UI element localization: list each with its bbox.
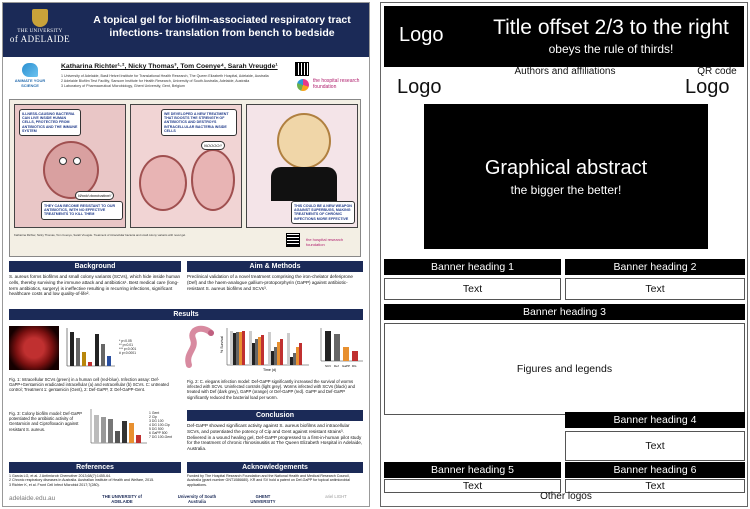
text-placeholder-1: Text <box>384 278 561 300</box>
aim-text: Preclinical validation of a novel treatment comprising the iron-chelator deferiprone (Def) and the haem-analogue gallium-protoporphyrin (GaPP) against antibiotic-resistant S. aureus biofilms and SCVs³. <box>187 274 353 291</box>
qr-code-icon <box>286 233 300 247</box>
fig3-legend-item: 1 Gent <box>149 411 160 415</box>
comic-narration: ILLNESS-CAUSING BACTERIA CAN LIVE INSIDE HUMAN CELLS, PROTECTED FROM ANTIBIOTICS AND THE IMMUNE SYSTEM <box>19 109 81 136</box>
fig1-legend <box>119 339 136 355</box>
fig3-bar <box>108 419 113 443</box>
references-list <box>9 474 181 487</box>
banner-heading-1: Banner heading 1 <box>384 259 561 275</box>
bacteria-character-icon <box>139 155 187 211</box>
template-header <box>384 6 744 67</box>
poster-header <box>3 3 369 57</box>
background-text: S. aureus forms biofilms and small colony variants (SCVs), which hide inside human cells, thereby surviving the immune attack and antibiotics¹. Best medical care (long-term antibiotics, surgery) is ineffective resulting in recurring infections, significant healthcare costs and low quality-of-life². <box>9 274 181 297</box>
results-heading: Results <box>9 309 363 320</box>
fig3-caption: Fig. 3: Colony biofilm model: Def-GaPP potentiated the antibiotic activity of Gentamicin and Ciprofloxacin against resistant S. aureus. <box>9 411 83 432</box>
fig1-caption: Fig. 1: Intracellular SCVs (green) in a human cell (red-blue). Infection assay: Def-GaPP+Gentamicin eradicated intracellular (a) and extracellular (b) SCVs. C: untreated control; Treatment 1: gentamicin (Gent), 2: Def-GaPP, 3: Def-GaPP-Gent. <box>9 377 169 393</box>
fig2-x-label: Time (d) <box>263 368 277 372</box>
university-of-adelaide-logo <box>9 9 71 51</box>
crest-icon <box>32 9 48 27</box>
logo-line-big: of ADELAIDE <box>9 34 71 44</box>
text-placeholder-4: Text <box>565 431 745 461</box>
comic-speech: World domination!! <box>75 191 114 200</box>
footer-logo-unisa: University of South Australia <box>177 494 217 504</box>
fig2-bar-label: DG <box>352 364 357 368</box>
reference-item: 3 Richter K, et al. Front Cell Infect Microbiol 2017;7(280). <box>9 482 100 487</box>
poster-title: A topical gel for biofilm-associated respiratory tract infections- translation from bench to bedside <box>93 14 351 39</box>
eye-icon <box>59 157 67 165</box>
fig1-bar <box>70 332 74 366</box>
fig3-bar <box>136 435 141 443</box>
banner-heading-3: Banner heading 3 <box>384 304 745 320</box>
fig1-bar <box>95 334 99 366</box>
fig1-bar <box>76 338 80 366</box>
fig3-legend-item: 5 DG 500 <box>149 427 164 431</box>
poster-authors: Katharina Richter¹·², Nicky Thomas³, Tom Coenye⁴, Sarah Vreugde¹ <box>61 63 278 70</box>
conclusion-text: Def-GaPP showed significant activity against S. aureus biofilms and intracellular SCVs, and potentiated the potency of Cip and Gent against resistant strains³. Delivered in a wound healing gel, Def-GaPP progressed to a first-in-human pilot study for the treatment of chronic rhinosinusitis at The Queen Elizabeth Hospital in Adelaide, Australia. <box>187 423 363 452</box>
fig1-bar <box>101 344 105 366</box>
reference-item: 1 Garcia LG, et al. J Antimicrob Chemother 2013;68(7):1455-64. <box>9 474 112 478</box>
hrf-mark-icon <box>297 79 309 91</box>
graphical-abstract-label: Graphical abstract <box>484 157 648 179</box>
fig1-legend-item: *** p<0.001 <box>119 347 137 351</box>
banner-heading-2: Banner heading 2 <box>565 259 745 275</box>
acknowledgements-heading: Acknowledgements <box>187 462 363 473</box>
fig1-bar <box>107 356 111 366</box>
conclusion-heading: Conclusion <box>187 410 363 421</box>
bacteria-character-icon <box>191 149 235 211</box>
footer-url: adelaide.edu.au <box>9 495 56 502</box>
fig3-legend-item: 4 DG 100-Cip <box>149 423 170 427</box>
banner-heading-6: Banner heading 6 <box>565 462 745 478</box>
fig3-legend-item: 6 GaPP 500 <box>149 431 168 435</box>
fig2-load-bar <box>343 347 349 361</box>
poster-authors-row <box>3 59 369 103</box>
reference-item: 2 Chronic respiratory diseases in Australia. Australian Institute of Health and Welfare, 2015. <box>9 478 155 483</box>
fig2-load-bar <box>325 331 331 361</box>
aim-heading: Aim & Methods <box>187 261 363 272</box>
fig2-bar-label: Def <box>334 364 339 368</box>
background-heading: Background <box>9 261 181 272</box>
worm-illustration-icon <box>183 325 217 369</box>
qr-code-icon <box>295 62 309 76</box>
animate-your-science-logo <box>7 63 53 88</box>
fig3-bar <box>129 423 134 443</box>
text-placeholder-6: Text <box>565 479 745 493</box>
graphical-abstract-comic <box>9 99 361 257</box>
hospital-research-foundation-logo <box>297 77 367 97</box>
fig3-bar <box>101 417 106 443</box>
figures-and-legends-placeholder: Figures and legends <box>384 323 745 415</box>
fig1-microscopy-image <box>9 326 59 370</box>
fig3-bar <box>115 431 120 443</box>
eye-icon <box>73 157 81 165</box>
example-poster <box>2 2 370 507</box>
comic-narration: WE DEVELOPED A NEW TREATMENT THAT BOOSTS THE STRENGTH OF ANTIBIOTICS AND DESTROYS INTRACELLULAR BACTERIA INSIDE CELLS <box>161 109 237 136</box>
text-placeholder-2: Text <box>565 278 745 300</box>
poster-affiliation: 3 Laboratory of Pharmaceutical Microbiology, Ghent University, Gent, Belgium <box>61 84 185 88</box>
fig2-caption: Fig. 2: C. elegans infection model: Def-GaPP significantly increased the survival of worms infected with SCVs. Uninfected controls (light grey). Worms infected with SCVs (black) and treated with Def (dark grey), GaPP (orange) or Def-GaPP (red). GaPP and Def-GaPP significantly reduced the bacterial load per worm. <box>187 379 355 400</box>
logo-line-small: THE UNIVERSITY <box>17 29 63 34</box>
fig3-legend <box>149 411 172 439</box>
poster-footer <box>3 491 369 507</box>
fig1-bar-chart <box>63 326 117 370</box>
scientist-head-icon <box>277 113 331 169</box>
comic-credit: Katharina Richter, Nicky Thomas, Tom Coenye, Sarah Vreugde. Treatment of intracellular bacteria and small colony variants with novel gel. <box>14 233 186 237</box>
fig3-legend-item: 7 DG 100-Gent <box>149 435 172 439</box>
text-placeholder-5: Text <box>384 479 561 493</box>
fig3-legend-item: 3 DG 100 <box>149 419 164 423</box>
comic-panel-1 <box>14 104 126 228</box>
fig2-y-label: % Survival <box>220 336 224 353</box>
fig2-load-chart <box>315 325 365 373</box>
fig2-bar-label: GaPP <box>342 364 351 368</box>
poster-layout-template <box>380 2 748 507</box>
authors-placeholder: Authors and affiliations <box>514 66 616 77</box>
comic-speech: NOOOO!! <box>201 141 225 150</box>
graphical-abstract-sublabel: the bigger the better! <box>510 183 622 197</box>
fig1-legend-item: * p<0.05 <box>119 339 132 343</box>
template-subtitle: obeys the rule of thirds! <box>548 42 674 56</box>
fig3-legend-item: 2 Cip <box>149 415 157 419</box>
poster-affiliation: 1 University of Adelaide, Basil Hetzel Institute for Translational Health Research, The Queen Elizabeth Hospital, Adelaide, Australia <box>61 74 269 78</box>
fig2-bar-label: SCV <box>325 364 332 368</box>
ays-mark-icon <box>22 63 38 77</box>
fig2-survival-chart <box>219 325 311 373</box>
footer-logo-ghent: GHENT UNIVERSITY <box>250 494 276 504</box>
fig2-load-bar <box>352 351 358 361</box>
template-title: Title offset 2/3 to the right <box>493 16 729 39</box>
acknowledgements-text: Funded by The Hospital Research Foundation and the National Health and Medical Research Council, Australia (grant number GNT1086680). KR and SV hold a patent on Def-GaPP for topical antimicrobial applications. <box>187 474 350 487</box>
footer-logo-ariel-light: ariel LIGHT <box>325 494 347 499</box>
qr-code-placeholder: QR code <box>697 66 737 77</box>
graphical-abstract-placeholder <box>424 104 708 249</box>
fig2-bars <box>230 331 302 365</box>
poster-affiliation: 2 Adelaide Biofilm Test Facility, Sansom Institute for Health Research, University of South Australia, Adelaide, Australia <box>61 79 250 83</box>
banner-heading-5: Banner heading 5 <box>384 462 561 478</box>
comic-panel-3 <box>246 104 358 228</box>
scientist-body-icon <box>271 167 337 201</box>
fig1-bar <box>82 352 86 366</box>
fig3-biofilm-chart <box>87 407 149 447</box>
ays-logo-text: ANIMATE YOUR SCIENCE <box>14 78 46 88</box>
comic-caption: THEY CAN BECOME RESISTANT TO OUR ANTIBIOTICS, WITH NO EFFECTIVE TREATMENTS TO KILL THEM <box>41 201 123 220</box>
header-logo-placeholder: Logo <box>399 24 444 46</box>
comic-caption: THIS COULD BE A NEW WEAPON AGAINST SUPERBUGS, MAKING TREATMENTS OF CHRONIC INFECTIONS MORE EFFECTIVE <box>291 201 355 224</box>
banner-heading-4: Banner heading 4 <box>565 412 745 428</box>
fig3-bar <box>122 421 127 443</box>
fig1-legend-item: # p<0.0001 <box>119 351 137 355</box>
left-logo-placeholder: Logo <box>397 76 442 98</box>
other-logos-placeholder: Other logos <box>540 491 592 502</box>
right-logo-placeholder: Logo <box>685 76 730 98</box>
footer-logo-adelaide: THE UNIVERSITY of ADELAIDE <box>102 494 142 504</box>
hrf-logo-text: the hospital research foundation <box>313 78 360 90</box>
fig2-load-bar <box>334 334 340 361</box>
references-heading: References <box>9 462 181 473</box>
comic-hrf-logo: the hospital research foundation <box>306 237 344 247</box>
comic-footer <box>14 232 358 254</box>
fig1-legend-item: ** p<0.01 <box>119 343 134 347</box>
comic-panel-2 <box>130 104 242 228</box>
fig1-bar <box>88 362 92 366</box>
fig3-bar <box>94 415 99 443</box>
